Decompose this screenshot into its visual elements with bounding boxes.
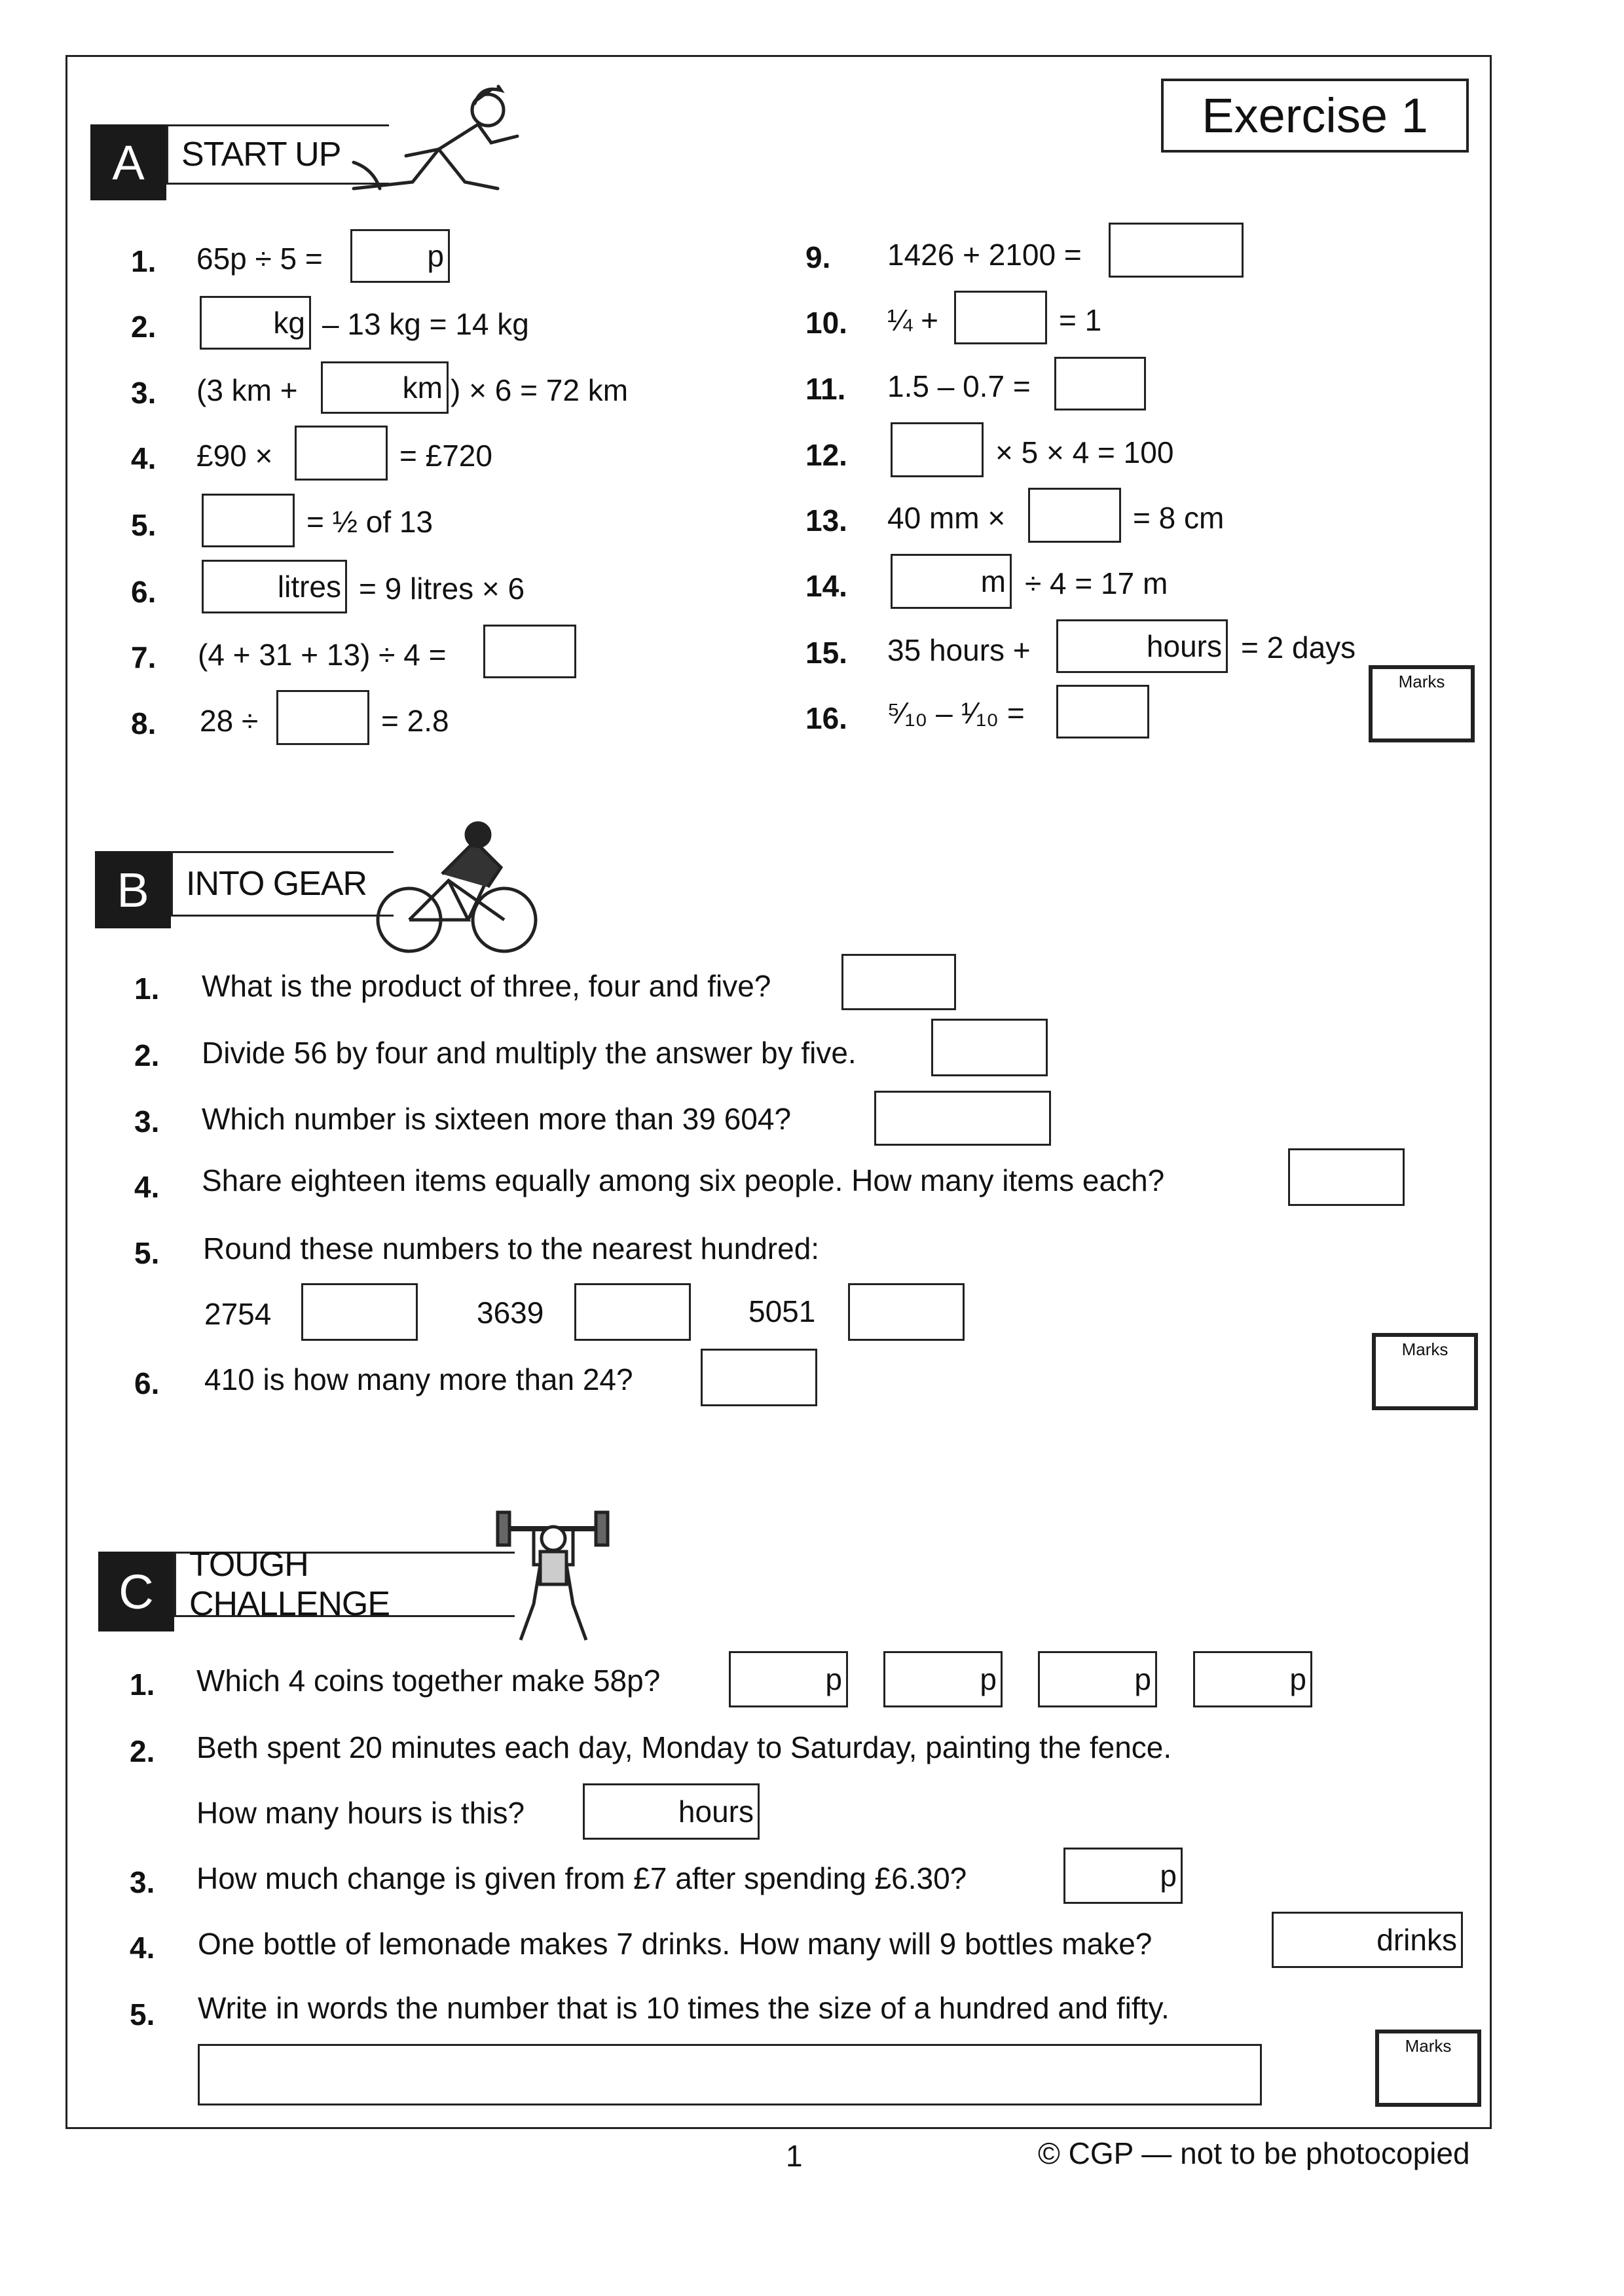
answer-box[interactable] [1056, 619, 1228, 673]
answer-box[interactable] [1063, 1848, 1183, 1904]
unit-label: p [1160, 1859, 1177, 1893]
answer-box[interactable] [301, 1283, 418, 1341]
marks-box[interactable]: Marks [1369, 665, 1475, 742]
exercise-title: Exercise 1 [1161, 79, 1469, 153]
answer-box[interactable] [1028, 488, 1121, 543]
answer-box[interactable] [574, 1283, 691, 1341]
question-number: 1. [134, 972, 160, 1006]
question-number: 3. [131, 376, 157, 410]
question-text: How many hours is this? [196, 1796, 525, 1830]
round-number: 2754 [204, 1297, 272, 1331]
unit-label: m [980, 564, 1006, 598]
question-number: 5. [134, 1236, 160, 1270]
question-number: 5. [130, 1997, 155, 2032]
marks-box[interactable]: Marks [1375, 2030, 1481, 2107]
unit-label: hours [1146, 629, 1222, 663]
question-text: Share eighteen items equally among six people. How many items each? [202, 1163, 1165, 1197]
answer-box[interactable] [200, 296, 311, 350]
answer-box[interactable] [1109, 223, 1244, 278]
question-text: Write in words the number that is 10 times the size of a hundred and fifty. [198, 1991, 1170, 2025]
answer-box[interactable] [276, 690, 369, 745]
question-number: 3. [134, 1104, 160, 1139]
question-text: Beth spent 20 minutes each day, Monday to Saturday, painting the fence. [196, 1730, 1172, 1764]
answer-box[interactable] [891, 554, 1012, 609]
question-text: = 9 litres × 6 [359, 572, 525, 606]
question-number: 4. [134, 1170, 160, 1204]
question-text: ¼ + [887, 303, 939, 337]
question-text: × 5 × 4 = 100 [995, 435, 1174, 469]
question-number: 4. [131, 441, 157, 475]
answer-box[interactable] [1288, 1148, 1405, 1206]
words-answer-field[interactable] [198, 2044, 1262, 2105]
answer-box[interactable] [954, 291, 1047, 344]
marks-box[interactable]: Marks [1372, 1333, 1478, 1410]
question-number: 14. [805, 569, 847, 603]
question-number: 15. [805, 636, 847, 670]
unit-label: hours [678, 1795, 754, 1829]
question-text: ⁵⁄₁₀ – ¹⁄₁₀ = [887, 696, 1025, 730]
answer-box[interactable] [483, 625, 576, 678]
question-number: 6. [134, 1366, 160, 1400]
question-text: = 1 [1059, 303, 1102, 337]
question-number: 4. [130, 1931, 155, 1965]
question-text: How much change is given from £7 after spending £6.30? [196, 1861, 967, 1895]
round-number: 3639 [477, 1296, 544, 1330]
question-text: – 13 kg = 14 kg [322, 307, 529, 341]
question-text: 28 ÷ [200, 704, 259, 738]
page-number: 1 [786, 2139, 803, 2173]
section-b-letter: B [95, 851, 171, 928]
answer-box[interactable] [931, 1019, 1048, 1076]
answer-box[interactable] [583, 1783, 760, 1840]
unit-label: km [402, 371, 443, 405]
question-text: Round these numbers to the nearest hundred: [203, 1231, 820, 1266]
question-text: 410 is how many more than 24? [204, 1362, 633, 1396]
weightlifter-icon [494, 1499, 612, 1650]
question-number: 13. [805, 503, 847, 538]
answer-box[interactable] [848, 1283, 965, 1341]
question-number: 3. [130, 1865, 155, 1899]
question-text: Which number is sixteen more than 39 604? [202, 1102, 792, 1136]
unit-label: p [1134, 1662, 1151, 1696]
question-text: (3 km + [196, 373, 298, 407]
running-boy-icon [327, 84, 544, 195]
question-text: = 2 days [1241, 630, 1356, 665]
answer-box[interactable] [1054, 357, 1146, 410]
coin-answer-box[interactable] [883, 1651, 1003, 1707]
section-c-title: TOUGH CHALLENGE [174, 1552, 515, 1617]
question-number: 2. [131, 310, 157, 344]
unit-label: kg [273, 306, 305, 340]
question-text: 35 hours + [887, 633, 1031, 667]
answer-box[interactable] [891, 422, 984, 477]
answer-box[interactable] [295, 426, 388, 481]
section-b-title: INTO GEAR [171, 851, 394, 917]
question-text: 1.5 – 0.7 = [887, 369, 1031, 403]
cyclist-icon [370, 815, 547, 956]
question-text: What is the product of three, four and five? [202, 969, 771, 1003]
answer-box[interactable] [874, 1091, 1051, 1146]
question-text: = 8 cm [1133, 501, 1225, 535]
answer-box[interactable] [350, 229, 450, 283]
answer-box[interactable] [701, 1349, 817, 1406]
unit-label: litres [277, 570, 341, 604]
question-text: = £720 [399, 439, 492, 473]
round-number: 5051 [748, 1294, 816, 1328]
answer-box[interactable] [202, 494, 295, 547]
unit-label: p [427, 239, 444, 273]
question-text: = ½ of 13 [306, 505, 434, 539]
question-number: 2. [130, 1734, 155, 1768]
coin-answer-box[interactable] [729, 1651, 848, 1707]
question-number: 10. [805, 306, 847, 340]
question-text: 65p ÷ 5 = [196, 242, 323, 276]
unit-label: p [825, 1662, 842, 1696]
question-number: 5. [131, 508, 157, 542]
section-c-letter: C [98, 1552, 174, 1631]
question-number: 2. [134, 1038, 160, 1072]
question-text: Which 4 coins together make 58p? [196, 1664, 661, 1698]
answer-box[interactable] [1272, 1912, 1463, 1968]
question-number: 1. [130, 1667, 155, 1702]
question-text: = 2.8 [381, 704, 449, 738]
unit-label: p [1289, 1662, 1306, 1696]
question-text: (4 + 31 + 13) ÷ 4 = [198, 638, 447, 672]
question-text: £90 × [196, 439, 273, 473]
copyright-notice: © CGP — not to be photocopied [1038, 2136, 1470, 2170]
question-number: 9. [805, 240, 831, 274]
question-number: 16. [805, 701, 847, 735]
question-text: Divide 56 by four and multiply the answer by five. [202, 1036, 857, 1070]
answer-box[interactable] [841, 954, 956, 1010]
question-text: ) × 6 = 72 km [451, 373, 629, 407]
question-number: 1. [131, 244, 157, 278]
question-number: 7. [131, 640, 157, 674]
answer-box[interactable] [1056, 685, 1149, 738]
unit-label: p [980, 1662, 997, 1696]
unit-label: drinks [1376, 1923, 1457, 1957]
question-text: ÷ 4 = 17 m [1025, 566, 1168, 600]
question-text: One bottle of lemonade makes 7 drinks. How many will 9 bottles make? [198, 1927, 1153, 1961]
question-number: 8. [131, 706, 157, 740]
coin-answer-box[interactable] [1193, 1651, 1312, 1707]
question-text: 1426 + 2100 = [887, 238, 1082, 272]
section-a-title: START UP [166, 124, 389, 185]
section-a-letter: A [90, 124, 166, 200]
answer-box[interactable] [202, 560, 347, 613]
question-number: 11. [805, 372, 846, 406]
question-number: 12. [805, 438, 847, 472]
answer-box[interactable] [321, 361, 449, 414]
question-number: 6. [131, 575, 157, 609]
coin-answer-box[interactable] [1038, 1651, 1157, 1707]
question-text: 40 mm × [887, 501, 1006, 535]
